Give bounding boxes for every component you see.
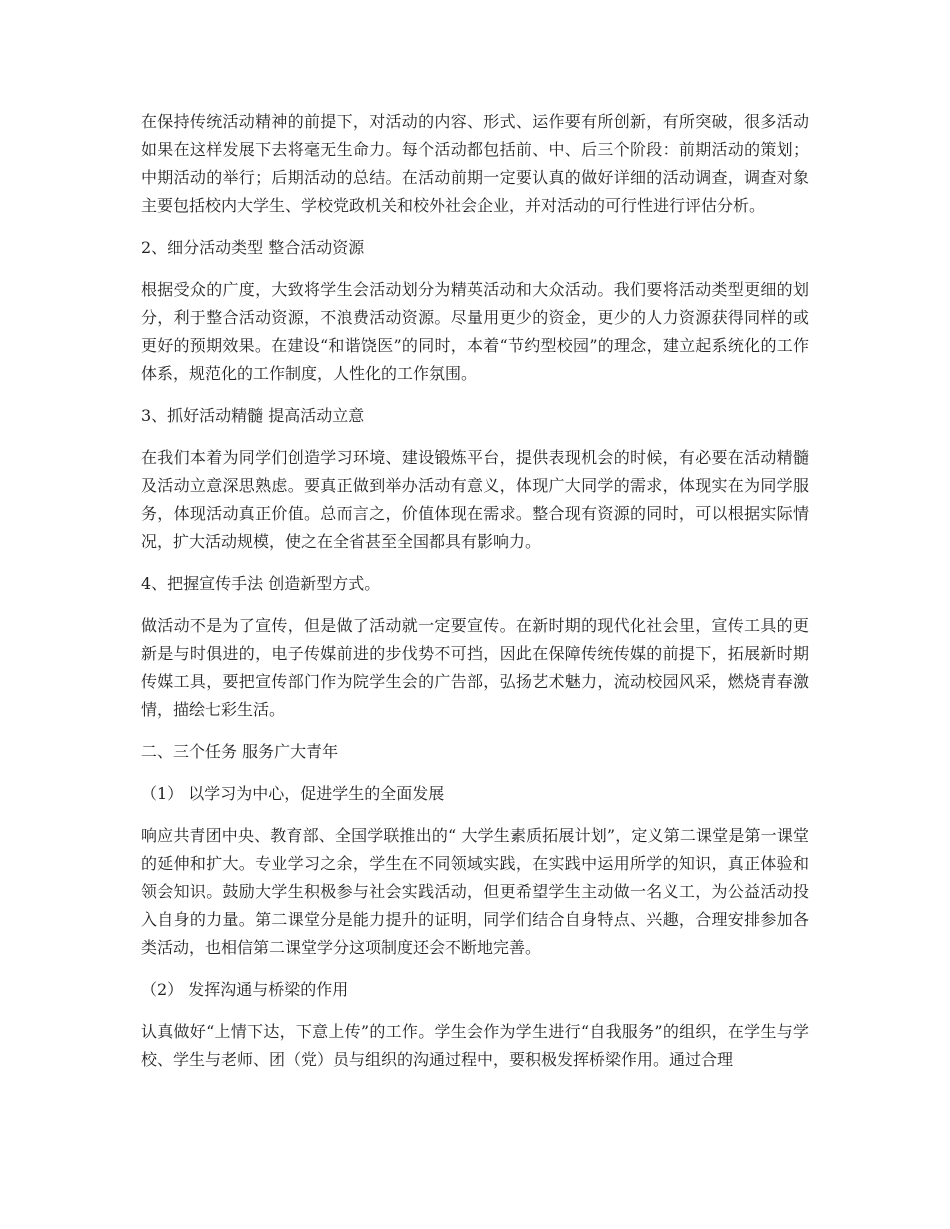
subheading-learning-center: （1） 以学习为中心，促进学生的全面发展 bbox=[141, 784, 445, 803]
heading-three-tasks: 二、三个任务 服务广大青年 bbox=[141, 742, 339, 761]
paragraph-communication: 认真做好“上情下达，下意上传”的工作。学生会作为学生进行“自我服务”的组织，在学生与学校、学生与老师、团（党）员与组织的沟通过程中，要积极发挥桥梁作用。通过合理 bbox=[141, 1022, 809, 1069]
paragraph-activity-purpose: 在我们本着为同学们创造学习环境、建设锻炼平台，提供表现机会的时候，有必要在活动精髓及活动立意深思熟虑。要真正做到举办活动有意义，体现广大同学的需求，体现实在为同学服务，体现活动真正价值。总而言之，价值体现在需求。整合现有资源的同时，可以根据实际情况，扩大活动规模，使之在全省甚至全国都具有影响力。 bbox=[141, 448, 809, 551]
heading-activity-essence: 3、抓好活动精髓 提高活动立意 bbox=[141, 406, 365, 425]
document-body bbox=[141, 108, 809, 1088]
paragraph-quality-development: 响应共青团中央、教育部、全国学联推出的“ 大学生素质拓展计划”，定义第二课堂是第一课堂的延伸和扩大。专业学习之余，学生在不同领域实践，在实践中运用所学的知识，真正体验和领会知识。鼓励大学生积极参与社会实践活动，但更希望学生主动做一名义工，为公益活动投入自身的力量。第二课堂分是能力提升的证明，同学们结合自身特点、兴趣，合理安排参加各类活动，也相信第二课堂学分这项制度还会不断地完善。 bbox=[141, 826, 809, 957]
subheading-communication-bridge: （2） 发挥沟通与桥梁的作用 bbox=[141, 980, 349, 999]
heading-publicity-methods: 4、把握宣传手法 创造新型方式。 bbox=[141, 574, 381, 593]
paragraph-publicity: 做活动不是为了宣传，但是做了活动就一定要宣传。在新时期的现代化社会里，宣传工具的更新是与时俱进的，电子传媒前进的步伐势不可挡，因此在保障传统传媒的前提下，拓展新时期传媒工具，要把宣传部门作为院学生会的广告部，弘扬艺术魅力，流动校园风采，燃烧青春激情，描绘七彩生活。 bbox=[141, 616, 809, 719]
paragraph-activity-innovation: 在保持传统活动精神的前提下，对活动的内容、形式、运作要有所创新，有所突破，很多活动如果在这样发展下去将毫无生命力。每个活动都包括前、中、后三个阶段：前期活动的策划；中期活动的举行；后期活动的总结。在活动前期一定要认真的做好详细的活动调查，调查对象主要包括校内大学生、学校党政机关和校外社会企业，并对活动的可行性进行评估分析。 bbox=[141, 112, 809, 215]
paragraph-activity-classification: 根据受众的广度，大致将学生会活动划分为精英活动和大众活动。我们要将活动类型更细的划分，利于整合活动资源，不浪费活动资源。尽量用更少的资金，更少的人力资源获得同样的或更好的预期效果。在建设“和谐饶医”的同时，本着“节约型校园”的理念，建立起系统化的工作体系，规范化的工作制度，人性化的工作氛围。 bbox=[141, 280, 809, 383]
heading-refine-activity-types: 2、细分活动类型 整合活动资源 bbox=[141, 238, 365, 257]
